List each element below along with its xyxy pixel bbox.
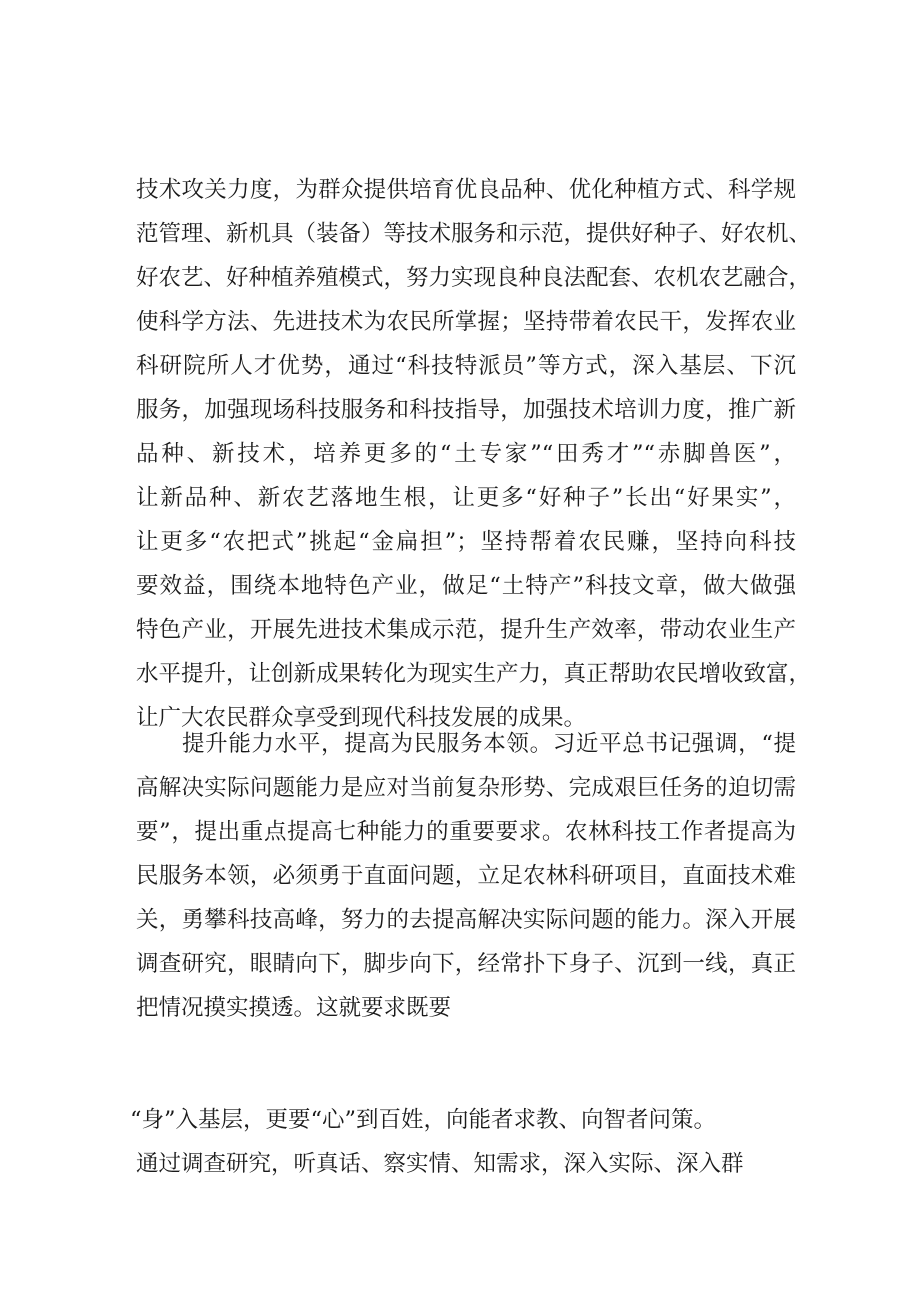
- text-line: “身”入基层，更要“心”到百姓，向能者求教、向智者问策。: [130, 1107, 717, 1133]
- text-line: 关，勇攀科技高峰，努力的去提高解决实际问题的能力。深入开展: [136, 907, 796, 933]
- text-line: 范管理、新机具（装备）等技术服务和示范，提供好种子、好农机、: [136, 221, 812, 247]
- text-line: 要”，提出重点提高七种能力的重要要求。农林科技工作者提高为: [136, 819, 796, 845]
- text-line: 把情况摸实摸透。这就要求既要: [136, 995, 452, 1021]
- text-line: 要效益，围绕本地特色产业，做足“土特产”科技文章，做大做强: [136, 573, 796, 599]
- text-line: 好农艺、好种植养殖模式，努力实现良种良法配套、农机农艺融合，: [136, 265, 812, 291]
- text-line: 使科学方法、先进技术为农民所掌握；坚持带着农民干，发挥农业: [136, 309, 796, 335]
- text-line: 提升能力水平，提高为民服务本领。习近平总书记强调，“提: [182, 731, 796, 757]
- text-line: 让新品种、新农艺落地生根，让更多“好种子”长出“好果实”，: [136, 485, 796, 511]
- text-line: 服务，加强现场科技服务和科技指导，加强技术培训力度，推广新: [136, 397, 796, 423]
- text-line: 让广大农民群众享受到现代科技发展的成果。: [136, 705, 587, 731]
- text-line: 水平提升，让创新成果转化为现实生产力，真正帮助农民增收致富，: [136, 661, 812, 687]
- text-line: 民服务本领，必须勇于直面问题，立足农林科研项目，直面技术难: [136, 863, 796, 889]
- text-line: 调查研究，眼睛向下，脚步向下，经常扑下身子、沉到一线，真正: [136, 951, 796, 977]
- paragraph-2: [136, 722, 796, 1030]
- paragraph-3: [130, 1098, 796, 1186]
- text-line: 技术攻关力度，为群众提供培育优良品种、优化种植方式、科学规: [136, 177, 796, 203]
- text-line: 让更多“农把式”挑起“金扁担”；坚持帮着农民赚，坚持向科技: [136, 529, 796, 555]
- text-line: 通过调查研究，听真话、察实情、知需求，深入实际、深入群: [136, 1151, 744, 1177]
- text-line: 特色产业，开展先进技术集成示范，提升生产效率，带动农业生产: [136, 617, 796, 643]
- text-line: 科研院所人才优势，通过“科技特派员”等方式，深入基层、下沉: [136, 353, 796, 379]
- text-line: 高解决实际问题能力是应对当前复杂形势、完成艰巨任务的迫切需: [136, 775, 796, 801]
- paragraph-1: [136, 168, 812, 740]
- text-line: 品种、新技术，培养更多的“土专家”“田秀才”“赤脚兽医”，: [136, 441, 796, 467]
